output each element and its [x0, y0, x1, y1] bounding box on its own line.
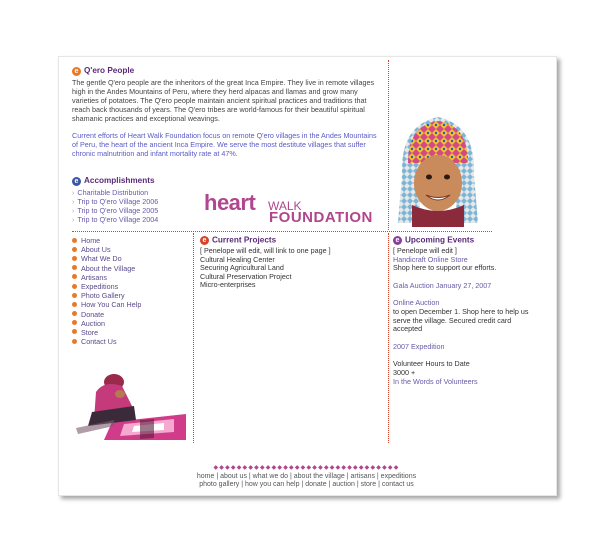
footer-links-line2[interactable]: photo gallery | how you can help | donate | auction | store | contact us [199, 481, 414, 488]
accomplishments-title: Accomplishments [84, 176, 155, 185]
bullet-icon [72, 256, 77, 261]
bullet-icon [72, 339, 77, 344]
accomplishment-item[interactable]: › Trip to Q'ero Village 2006 [72, 196, 159, 206]
nav-about-us[interactable]: About Us [72, 245, 190, 254]
auction-text: to open December 1. Shop here to help us serve the village. Secured credit card accepted [393, 306, 529, 334]
intro-title: Q'ero People [84, 66, 135, 75]
events-note: [ Penelope will edit ] [393, 246, 457, 255]
events-section [393, 236, 533, 386]
bullet-icon [72, 247, 77, 252]
nav-contact-us[interactable]: Contact Us [72, 337, 190, 346]
bullet-icon [72, 302, 77, 307]
intro-section [72, 66, 384, 158]
logo-foundation: FOUNDATION [269, 209, 373, 226]
main-nav [72, 236, 190, 346]
bullet-icon [72, 293, 77, 298]
heartwalk-logo [204, 190, 386, 230]
events-icon: e [393, 236, 402, 245]
project-item: Micro-enterprises [200, 280, 256, 290]
logo-walk: WALK [268, 199, 302, 213]
volunteer-value: 3000 + [393, 367, 416, 377]
child-photo [392, 105, 484, 227]
accomplishment-item[interactable]: › Trip to Q'ero Village 2005 [72, 206, 159, 215]
qero-icon: e [72, 67, 81, 76]
arrow-icon: › [72, 215, 75, 225]
projects-section [200, 236, 385, 290]
project-item: Cultural Healing Center [200, 254, 275, 264]
divider-vertical-right [388, 233, 389, 443]
project-item: Securing Agricultural Land [200, 263, 284, 273]
arrow-icon: › [72, 187, 75, 197]
projects-icon: e [200, 236, 209, 245]
bullet-icon [72, 265, 77, 270]
divider-vertical-left [193, 233, 194, 443]
bullet-icon [72, 238, 77, 243]
online-auction-link[interactable]: Online Auction [393, 298, 440, 308]
bullet-icon [72, 311, 77, 316]
nav-store[interactable]: Store [72, 328, 190, 337]
bullet-icon [72, 329, 77, 334]
accomplishments-section [72, 176, 202, 224]
events-title: Upcoming Events [405, 235, 475, 245]
volunteer-words-link[interactable]: In the Words of Volunteers [393, 376, 478, 386]
footer-links-line1[interactable]: home | about us | what we do | about the village | artisans | expeditions [196, 472, 417, 480]
accomplishment-item[interactable]: › Trip to Q'ero Village 2004 [72, 215, 159, 225]
nav-how-you-can-help[interactable]: How You Can Help [72, 300, 190, 309]
divider-vertical-top [388, 60, 389, 230]
nav-auction[interactable]: Auction [72, 319, 190, 328]
nav-donate[interactable]: Donate [72, 310, 190, 319]
nav-expeditions[interactable]: Expeditions [72, 282, 190, 291]
current-efforts-text: Current efforts of Heart Walk Foundation focus on remote Q'ero villages in the Andes Mountains of Peru, the heart of the ancient Inca Empire. We serve the most destitute villages that suffer chronic malnutrition and infant mortality rate at 47%. [72, 130, 377, 158]
footer-diamonds: ◆◆◆◆◆◆◆◆◆◆◆◆◆◆◆◆◆◆◆◆◆◆◆◆◆◆◆◆◆◆◆◆ [213, 465, 400, 471]
arrow-icon: › [72, 206, 75, 215]
intro-body: The gentle Q'ero people are the inheritors of the great Inca Empire. They live in remote villages high in the Andes Mountains of Peru, where they herd alpacas and llamas and grow many varieties of potatoes. The Q'ero people maintain ancient spiritual practices and traditions that reach back thousands of years. The Q'ero tribes are world-famous for their beautiful spiritual shamanic practices and exceptional weavings. [72, 77, 375, 123]
nav-home[interactable]: Home [72, 236, 190, 245]
gala-auction-link[interactable]: Gala Auction January 27, 2007 [393, 280, 492, 290]
volunteer-label: Volunteer Hours to Date [393, 359, 470, 369]
nav-photo-gallery[interactable]: Photo Gallery [72, 291, 190, 300]
logo-heart: heart [204, 190, 256, 215]
weaver-photo [74, 362, 188, 440]
arrow-icon: › [72, 196, 75, 206]
footer [58, 464, 555, 490]
projects-title: Current Projects [212, 235, 277, 245]
store-text: Shop here to support our efforts. [393, 263, 497, 273]
handicraft-store-link[interactable]: Handicraft Online Store [393, 254, 468, 264]
nav-what-we-do[interactable]: What We Do [72, 254, 190, 263]
accomplishment-item[interactable]: › Charitable Distribution [72, 187, 149, 197]
nav-artisans[interactable]: Artisans [72, 273, 190, 282]
accomplishments-icon: e [72, 177, 81, 186]
bullet-icon [72, 274, 77, 279]
projects-note: [ Penelope will edit, will link to one page ] [200, 246, 331, 255]
bullet-icon [72, 284, 77, 289]
divider-horizontal [72, 231, 492, 232]
expedition-link[interactable]: 2007 Expedition [393, 341, 445, 351]
project-item: Cultural Preservation Project [200, 271, 292, 281]
bullet-icon [72, 320, 77, 325]
nav-about-village[interactable]: About the Village [72, 264, 190, 273]
